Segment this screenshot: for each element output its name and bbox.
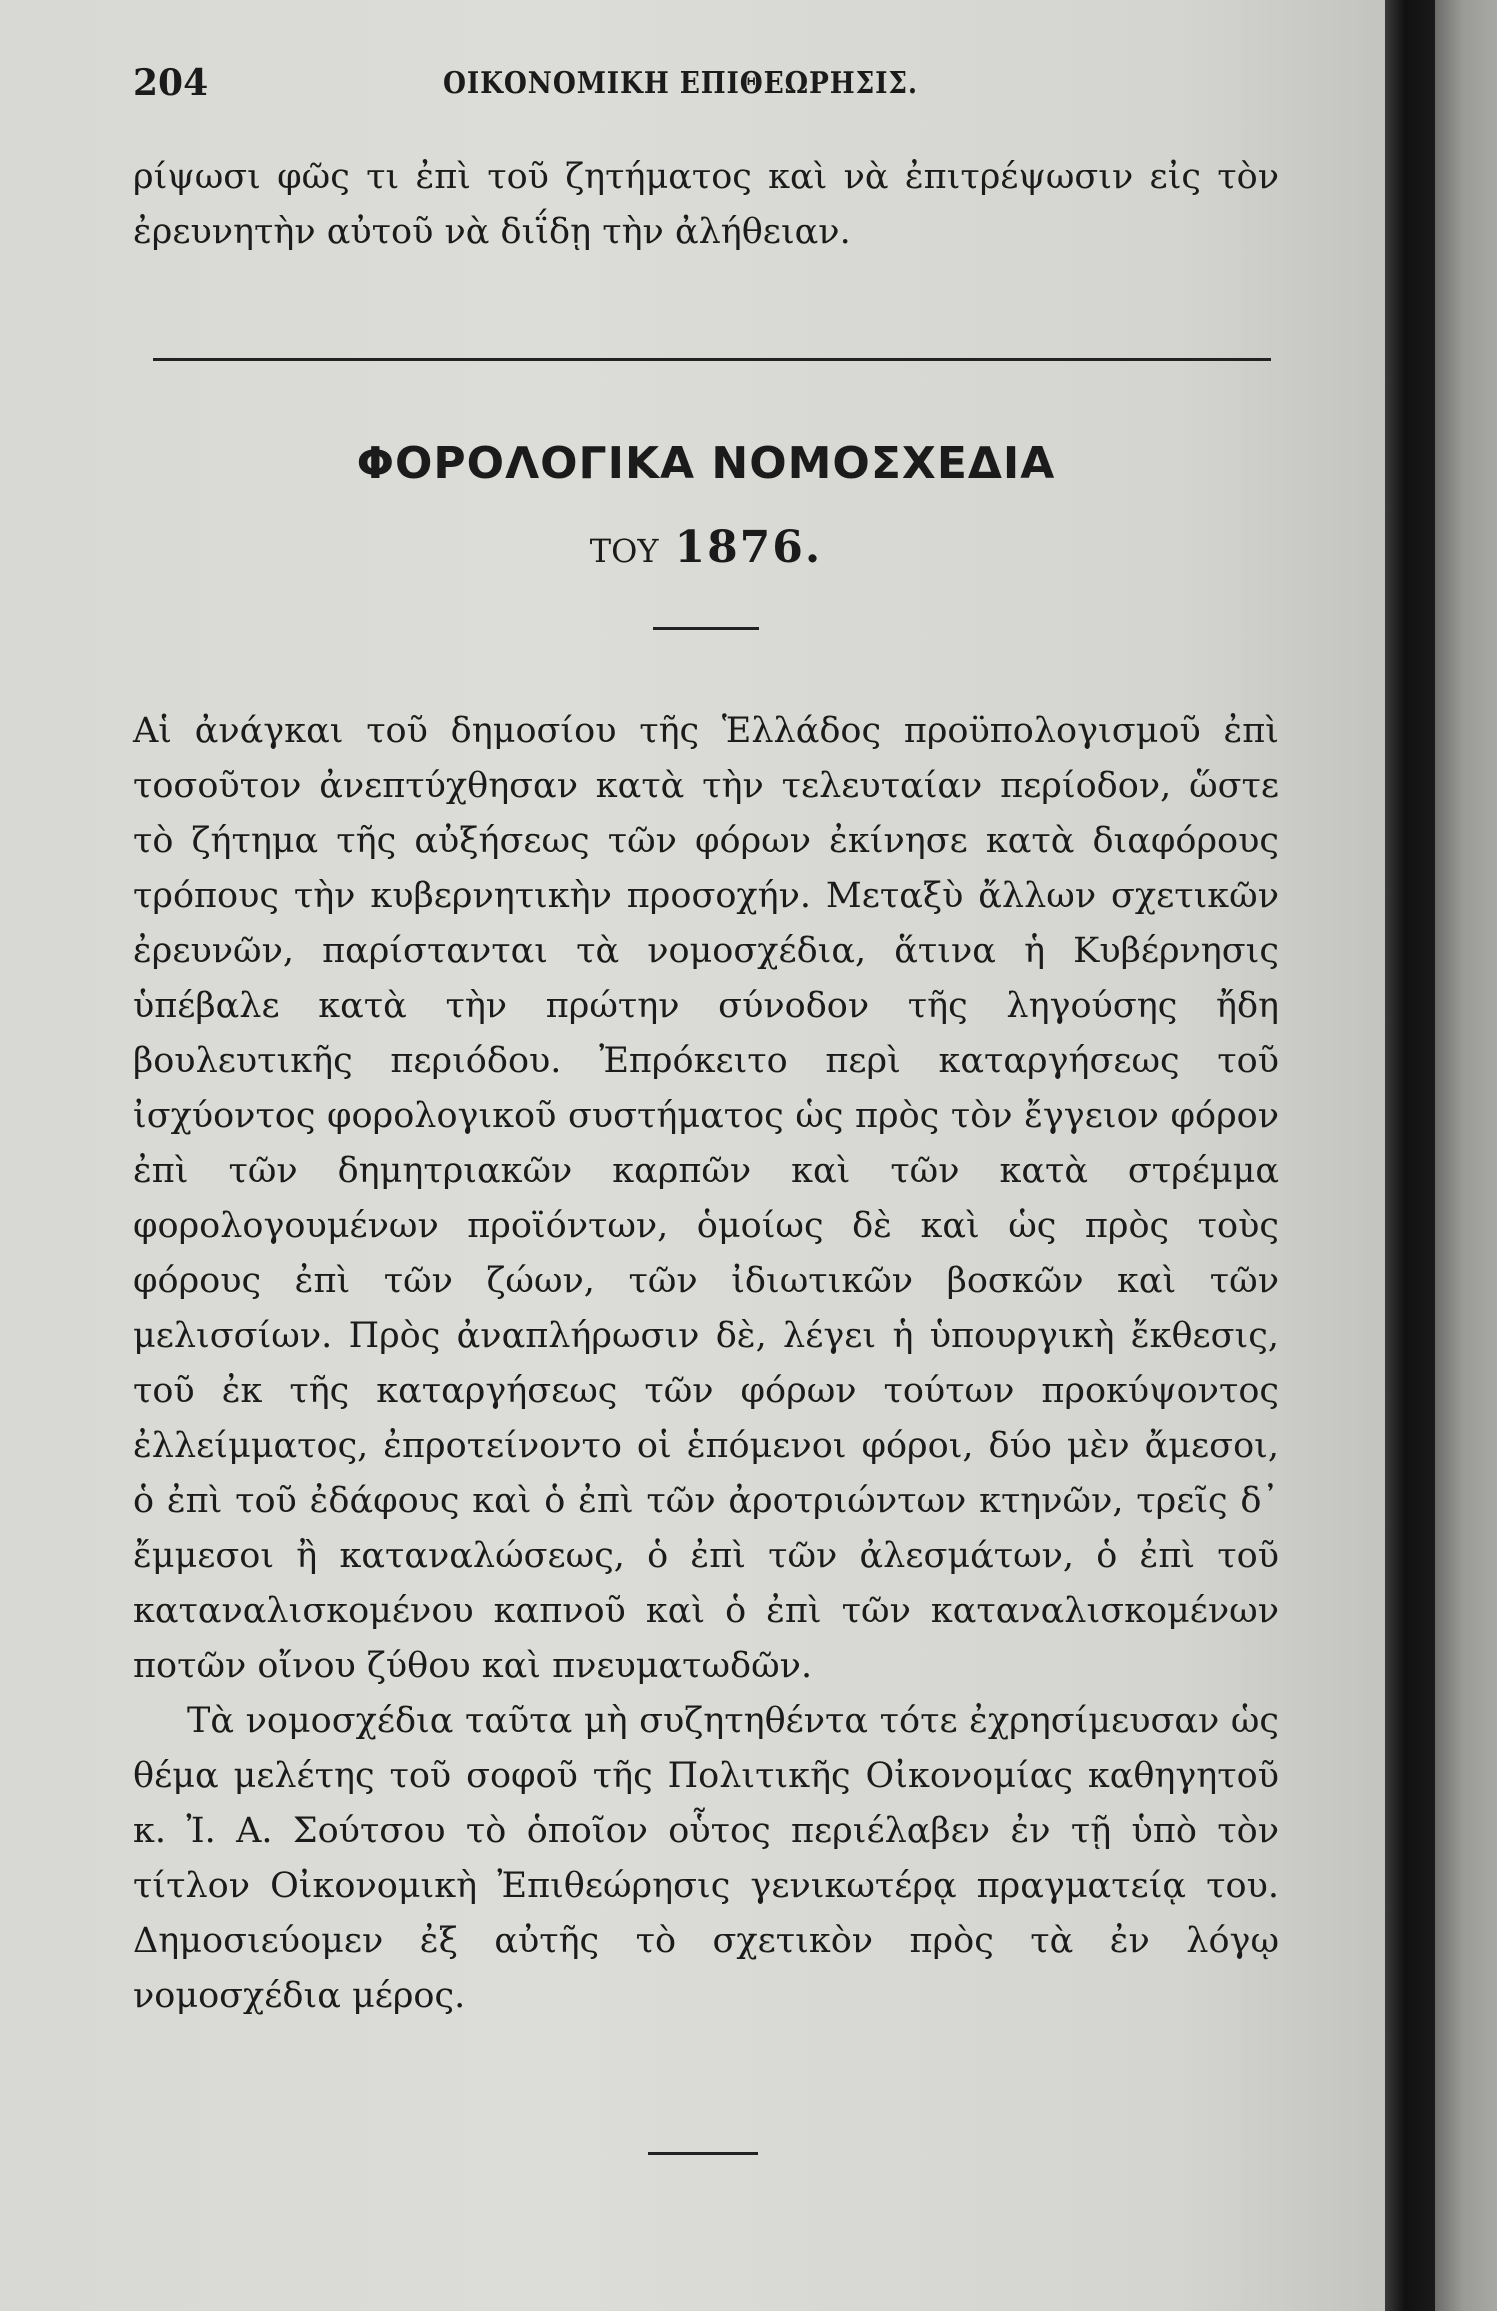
paragraph: Τὰ νομοσχέδια ταῦτα μὴ συζητηθέντα τότε ἐχρησίμευσαν ὡς θέμα μελέτης τοῦ σοφοῦ τῆς Πολιτικῆς Οἰκονομίας καθηγητοῦ κ. Ἰ. Α. Σούτσου τὸ ὁποῖον οὗτος περιέλαβεν ἐν τῇ ὑπὸ τὸν τίτλον Οἰκονομικὴ Ἐπιθεώρησις γενικωτέρᾳ πραγματείᾳ του. Δημοσιεύομεν ἐξ αὐτῆς τὸ σχετικὸν πρὸς τὰ ἐν λόγῳ νομοσχέδια μέρος.	[133, 1701, 1279, 2016]
intro-paragraph: ρίψωσι φῶς τι ἐπὶ τοῦ ζητήματος καὶ νὰ ἐπιτρέψωσιν εἰς τὸν ἐρευνητὴν αὐτοῦ νὰ διΐδῃ τὴν ἀλήθειαν.	[133, 157, 1279, 252]
book-gutter	[1385, 0, 1435, 2311]
section-title: ΦΟΡΟΛΟΓΙΚΑ ΝΟΜΟΣΧΕΔΙΑ	[356, 438, 1056, 489]
title-rule	[653, 627, 759, 630]
subtitle-word: ΤΟΥ	[589, 532, 659, 570]
journal-title: ΟΙΚΟΝΟΜΙΚΗ ΕΠΙΘΕΩΡΗΣΙΣ.	[443, 66, 919, 101]
running-head	[133, 62, 1263, 114]
subtitle-year: 1876.	[674, 522, 823, 573]
section-divider	[153, 358, 1271, 361]
facing-page-edge	[1435, 0, 1497, 2311]
article-body	[133, 704, 1279, 2024]
section-subtitle	[133, 522, 1279, 573]
paragraph: Αἱ ἀνάγκαι τοῦ δημοσίου τῆς Ἑλλάδος προϋπολογισμοῦ ἐπὶ τοσοῦτον ἀνεπτύχθησαν κατὰ τὴν τελευταίαν περίοδον, ὥστε τὸ ζήτημα τῆς αὐξήσεως τῶν φόρων ἐκίνησε κατὰ διαφόρους τρόπους τὴν κυβερνητικὴν προσοχήν. Μεταξὺ ἄλλων σχετικῶν ἐρευνῶν, παρίστανται τὰ νομοσχέδια, ἅτινα ἡ Κυβέρνησις ὑπέβαλε κατὰ τὴν πρώτην σύνοδον τῆς ληγούσης ἤδη βουλευτικῆς περιόδου. Ἐπρόκειτο περὶ καταργήσεως τοῦ ἰσχύοντος φορολογικοῦ συστήματος ὡς πρὸς τὸν ἔγγειον φόρον ἐπὶ τῶν δημητριακῶν καρπῶν καὶ τῶν κατὰ στρέμμα φορολογουμένων προϊόντων, ὁμοίως δὲ καὶ ὡς πρὸς τοὺς φόρους ἐπὶ τῶν ζώων, τῶν ἰδιωτικῶν βοσκῶν καὶ τῶν μελισσίων. Πρὸς ἀναπλήρωσιν δὲ, λέγει ἡ ὑπουργικὴ ἔκθεσις, τοῦ ἐκ τῆς καταργήσεως τῶν φόρων τούτων προκύψοντος ἐλλείμματος, ἐπροτείνοντο οἱ ἑπόμενοι φόροι, δύο μὲν ἄμεσοι, ὁ ἐπὶ τοῦ ἐδάφους καὶ ὁ ἐπὶ τῶν ἀροτριώντων κτηνῶν, τρεῖς δ᾽ ἔμμεσοι ἢ καταναλώσεως, ὁ ἐπὶ τῶν ἀλεσμάτων, ὁ ἐπὶ τοῦ καταναλισκομένου καπνοῦ καὶ ὁ ἐπὶ τῶν καταναλισκομένων ποτῶν οἴνου ζύθου καὶ πνευματωδῶν.	[133, 711, 1279, 1686]
intro-text	[133, 150, 1279, 260]
page-number: 204	[133, 62, 209, 104]
end-rule	[648, 2152, 758, 2155]
